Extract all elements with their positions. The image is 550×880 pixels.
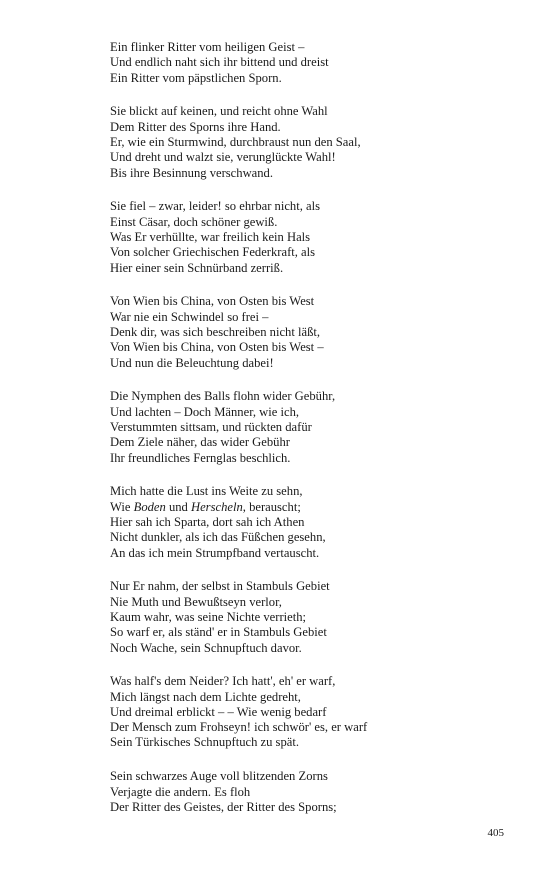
- verse-line: Der Ritter des Geistes, der Ritter des Sporns;: [110, 799, 337, 814]
- verse-line: Was half's dem Neider? Ich hatt', eh' er warf,: [110, 674, 336, 689]
- verse-line: Ihr freundliches Fernglas beschlich.: [110, 450, 291, 465]
- verse-line: Was Er verhüllte, war freilich kein Hals: [110, 229, 311, 244]
- stanza: [110, 769, 510, 815]
- verse-fragment: , berauscht;: [242, 499, 301, 514]
- verse-line: Der Mensch zum Frohseyn! ich schwör' es, er warf: [110, 720, 368, 735]
- verse-line: Nur Er nahm, der selbst in Stambuls Gebiet: [110, 579, 330, 594]
- italic-name: Boden: [133, 499, 166, 514]
- verse-line: Dem Ritter des Sporns ihre Hand.: [110, 119, 281, 134]
- verse-line: Ein flinker Ritter vom heiligen Geist –: [110, 40, 305, 54]
- verse-line: Einst Cäsar, doch schöner gewiß.: [110, 214, 278, 229]
- italic-name: Herscheln: [191, 499, 243, 514]
- verse-line: [110, 500, 510, 515]
- verse-line: War nie ein Schwindel so frei –: [110, 309, 269, 324]
- verse-line: Kaum wahr, was seine Nichte verrieth;: [110, 609, 307, 624]
- stanza: [110, 199, 510, 275]
- verse-line: Mich hatte die Lust ins Weite zu sehn,: [110, 484, 303, 499]
- verse-line: Hier einer sein Schnürband zerriß.: [110, 260, 284, 275]
- verse-line: Und dreht und walzt sie, verunglückte Wahl!: [110, 150, 336, 165]
- verse-line: Noch Wache, sein Schnupftuch davor.: [110, 640, 302, 655]
- verse-line: An das ich mein Strumpfband vertauscht.: [110, 545, 320, 560]
- verse-line: Bis ihre Besinnung verschwand.: [110, 165, 273, 180]
- verse-line: Und dreimal erblickt – – Wie wenig bedarf: [110, 704, 327, 719]
- poem-text: [110, 40, 510, 834]
- page-number: 405: [487, 827, 504, 839]
- stanza: [110, 389, 510, 465]
- verse-line: Und endlich naht sich ihr bittend und dreist: [110, 55, 329, 70]
- verse-line: Ein Ritter vom päpstlichen Sporn.: [110, 70, 282, 85]
- verse-line: Er, wie ein Sturmwind, durchbraust nun den Saal,: [110, 134, 361, 149]
- verse-line: Nicht dunkler, als ich das Füßchen gesehn,: [110, 530, 326, 545]
- verse-line: Mich längst nach dem Lichte gedreht,: [110, 689, 301, 704]
- verse-fragment: Wie: [110, 499, 134, 514]
- verse-line: Nie Muth und Bewußtseyn verlor,: [110, 594, 282, 609]
- verse-line: Sie fiel – zwar, leider! so ehrbar nicht, als: [110, 199, 321, 214]
- stanza: [110, 40, 510, 86]
- verse-line: Verjagte die andern. Es floh: [110, 784, 251, 799]
- verse-line: Und lachten – Doch Männer, wie ich,: [110, 404, 300, 419]
- stanza: [110, 674, 510, 750]
- verse-fragment: und: [165, 499, 191, 514]
- verse-line: So warf er, als ständ' er in Stambuls Gebiet: [110, 625, 327, 640]
- verse-line: Von Wien bis China, von Osten bis West –: [110, 340, 324, 355]
- verse-line: Und nun die Beleuchtung dabei!: [110, 355, 274, 370]
- stanza: [110, 294, 510, 370]
- stanza: [110, 484, 510, 560]
- stanza: [110, 104, 510, 180]
- verse-line: Sie blickt auf keinen, und reicht ohne Wahl: [110, 104, 328, 119]
- verse-line: Dem Ziele näher, das wider Gebühr: [110, 435, 290, 450]
- stanza: [110, 579, 510, 655]
- verse-line: Sein Türkisches Schnupftuch zu spät.: [110, 735, 299, 750]
- verse-line: Denk dir, was sich beschreiben nicht läßt,: [110, 324, 321, 339]
- verse-line: Hier sah ich Sparta, dort sah ich Athen: [110, 514, 305, 529]
- verse-line: Sein schwarzes Auge voll blitzenden Zorns: [110, 769, 328, 784]
- verse-line: Die Nymphen des Balls flohn wider Gebühr,: [110, 389, 336, 404]
- verse-line: Von Wien bis China, von Osten bis West: [110, 294, 315, 309]
- verse-line: Von solcher Griechischen Federkraft, als: [110, 245, 316, 260]
- verse-line: Verstummten sittsam, und rückten dafür: [110, 419, 312, 434]
